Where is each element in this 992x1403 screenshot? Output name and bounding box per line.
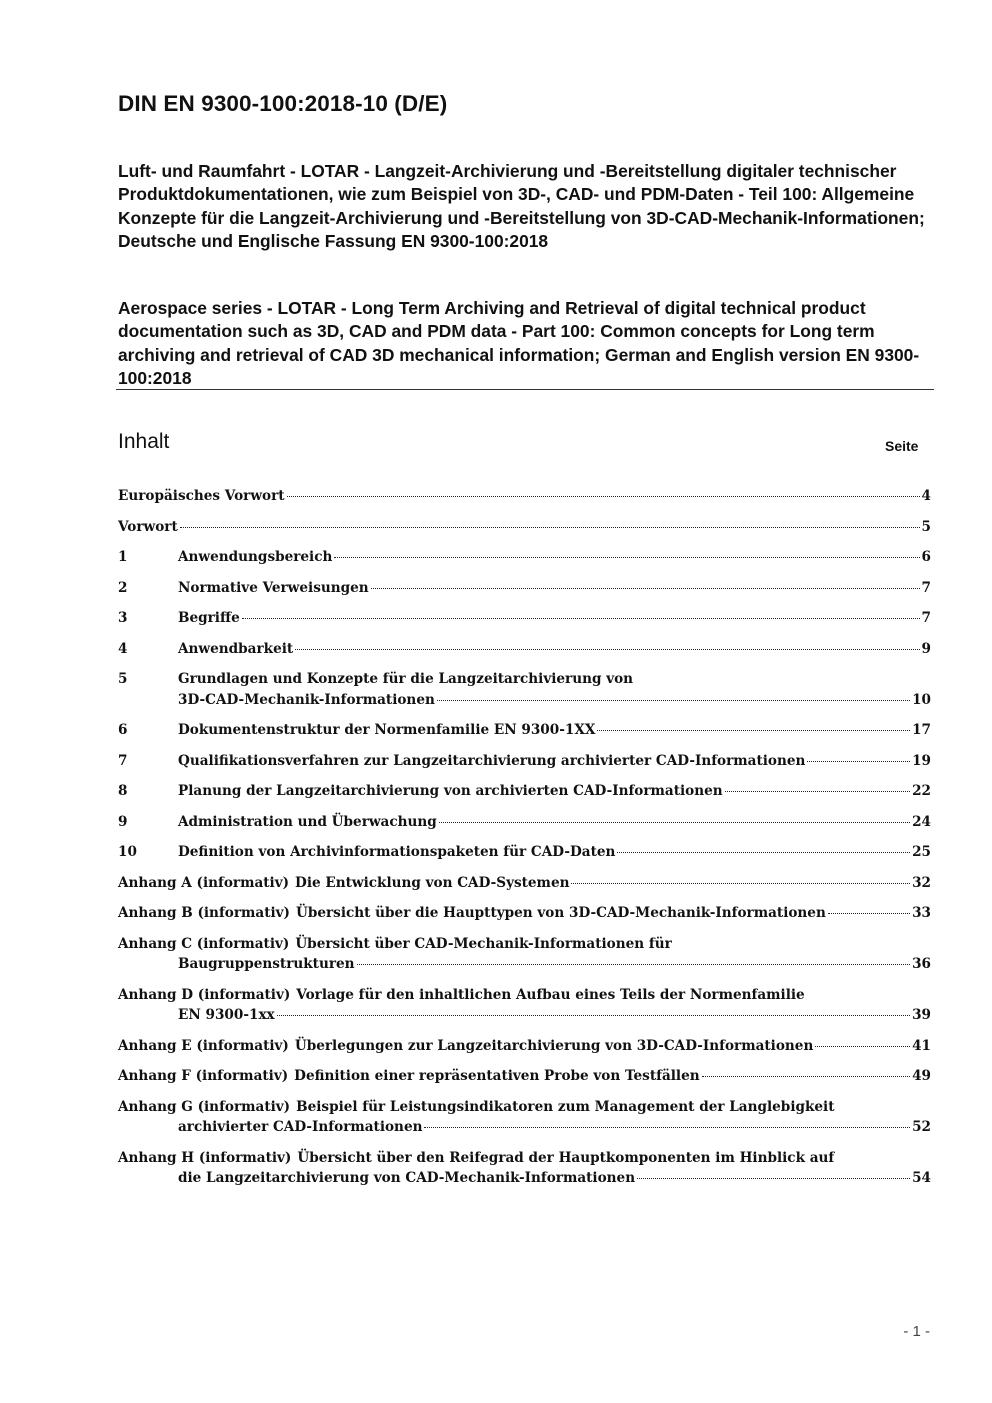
toc-leader-dots xyxy=(637,1178,910,1179)
toc-entry-page: 33 xyxy=(912,905,931,921)
toc-leader-dots xyxy=(702,1076,910,1077)
toc-annex-title[interactable]: Definition einer repräsentativen Probe von Testfällen xyxy=(294,1068,700,1084)
toc-leader-dots xyxy=(295,649,919,650)
toc-leader-dots xyxy=(424,1127,910,1128)
toc-line xyxy=(118,1036,931,1057)
toc-leader-dots xyxy=(371,588,920,589)
toc-annex-title[interactable]: die Langzeitarchivierung von CAD-Mechanik-Informationen xyxy=(178,1170,636,1186)
toc-annex-label: Anhang F (informativ) xyxy=(118,1068,289,1084)
toc-line xyxy=(118,873,931,894)
toc-entry[interactable] xyxy=(118,578,931,599)
toc-entry-title[interactable]: Europäisches Vorwort xyxy=(118,488,285,504)
toc-leader-dots xyxy=(571,883,910,884)
toc-entry-number: 1 xyxy=(118,549,128,565)
header-divider xyxy=(116,389,934,390)
document-title: DIN EN 9300-100:2018-10 (D/E) xyxy=(118,91,448,116)
toc-entry[interactable] xyxy=(118,639,931,660)
toc-line xyxy=(118,751,931,772)
toc-leader-dots xyxy=(334,557,919,558)
toc-annex-entry[interactable] xyxy=(118,1036,931,1057)
toc-leader-dots xyxy=(242,618,920,619)
toc-entry-title[interactable]: 3D-CAD-Mechanik-Informationen xyxy=(178,691,435,708)
toc-line xyxy=(118,1097,931,1118)
toc-entry[interactable] xyxy=(118,812,931,833)
toc-annex-entry[interactable] xyxy=(118,1148,931,1189)
toc-entry-page: 6 xyxy=(921,549,931,565)
toc-leader-dots xyxy=(807,761,910,762)
toc-leader-dots xyxy=(617,852,910,853)
toc-entry[interactable] xyxy=(118,669,931,710)
toc-entry-title[interactable]: Dokumentenstruktur der Normenfamilie EN 9300-1XX xyxy=(178,722,596,738)
toc-line xyxy=(118,1066,931,1087)
toc-leader-dots xyxy=(180,527,920,528)
toc-entry-page: 49 xyxy=(912,1068,931,1084)
toc-line xyxy=(118,669,931,690)
toc-annex-title[interactable]: Übersicht über die Haupttypen von 3D-CAD-Mechanik-Informationen xyxy=(296,905,826,921)
toc-heading: Inhalt xyxy=(118,430,170,453)
toc-line xyxy=(118,720,931,741)
toc-line xyxy=(118,954,931,975)
toc-line xyxy=(118,1148,931,1169)
toc-line xyxy=(118,547,931,568)
toc-entry-number: 6 xyxy=(118,722,128,738)
toc-annex-label: Anhang E (informativ) xyxy=(118,1037,289,1054)
toc-entry-page: 54 xyxy=(912,1170,931,1186)
toc-entry-page: 24 xyxy=(912,813,931,830)
toc-entry-page: 25 xyxy=(912,844,931,860)
toc-entry[interactable] xyxy=(118,751,931,772)
toc-annex-title[interactable]: Vorlage für den inhaltlichen Aufbau eines Teils der Normenfamilie xyxy=(296,986,805,1003)
toc-entry-title[interactable]: Anwendbarkeit xyxy=(178,640,294,657)
toc-entry-number: 5 xyxy=(118,671,128,687)
toc-leader-dots xyxy=(828,913,910,914)
toc-entry-title[interactable]: Vorwort xyxy=(118,518,178,535)
toc-entry[interactable] xyxy=(118,608,931,629)
toc-annex-title[interactable]: Überlegungen zur Langzeitarchivierung von 3D-CAD-Informationen xyxy=(294,1037,814,1054)
toc-annex-entry[interactable] xyxy=(118,934,931,975)
toc-entry[interactable] xyxy=(118,547,931,568)
toc-leader-dots xyxy=(357,964,911,965)
toc-leader-dots xyxy=(437,700,910,701)
toc-entry-page: 22 xyxy=(912,783,931,799)
toc-annex-title[interactable]: Übersicht über den Reifegrad der Hauptkomponenten im Hinblick auf xyxy=(297,1149,835,1166)
toc-line xyxy=(118,690,931,711)
toc-entry-page: 5 xyxy=(921,518,931,535)
toc-line xyxy=(118,934,931,955)
subtitle-german: Luft- und Raumfahrt - LOTAR - Langzeit-Archivierung und -Bereitstellung digitaler technischer Produktdokumentationen, wie zum Beispiel von 3D-, CAD- und PDM-Daten - Teil 100: Allgemeine Konzepte für die Langzeit-Archivierung und -Bereitstellung von 3D-CAD-Mechanik-Informationen; Deutsche und Englische Fassung EN 9300-100:2018 xyxy=(118,161,925,251)
toc-entry-title[interactable]: Begriffe xyxy=(178,610,240,626)
toc-entry-page: 17 xyxy=(912,722,931,738)
toc-line xyxy=(118,517,931,538)
toc-entry-page: 36 xyxy=(912,956,931,972)
toc-annex-label: Anhang D (informativ) xyxy=(118,986,291,1003)
toc-entry-page: 41 xyxy=(912,1037,931,1054)
toc-line xyxy=(118,1168,931,1189)
toc-annex-title[interactable]: archivierter CAD-Informationen xyxy=(178,1119,423,1135)
toc-entry-number: 3 xyxy=(118,610,128,626)
page-number: - 1 - xyxy=(903,1323,930,1340)
toc-line xyxy=(118,985,931,1006)
toc-line xyxy=(118,639,931,660)
toc-entry[interactable] xyxy=(118,517,931,538)
toc-line xyxy=(118,608,931,629)
toc-entry-page: 9 xyxy=(921,640,931,657)
toc-entry-number: 7 xyxy=(118,752,128,769)
toc-annex-label: Anhang H (informativ) xyxy=(118,1149,292,1166)
toc-annex-title[interactable]: Die Entwicklung von CAD-Systemen xyxy=(295,874,570,891)
toc-entry-number: 10 xyxy=(118,844,137,860)
toc-line xyxy=(118,1005,931,1026)
toc-annex-label: Anhang A (informativ) xyxy=(118,874,290,891)
toc-annex-entry[interactable] xyxy=(118,985,931,1026)
toc-leader-dots xyxy=(439,822,910,823)
toc-entry[interactable] xyxy=(118,781,931,802)
toc-entry-number: 4 xyxy=(118,640,128,657)
toc-entry-page: 19 xyxy=(912,752,931,769)
toc-entry-title[interactable]: Normative Verweisungen xyxy=(178,579,369,596)
toc-leader-dots xyxy=(815,1046,910,1047)
toc-entry-title[interactable]: Grundlagen und Konzepte für die Langzeitarchivierung von xyxy=(178,671,634,687)
toc-entry-number: 2 xyxy=(118,579,128,596)
toc-line xyxy=(118,903,931,924)
toc-entry-page: 4 xyxy=(921,488,931,504)
toc-annex-title[interactable]: EN 9300-1xx xyxy=(178,1007,275,1023)
toc-entry-title[interactable]: Qualifikationsverfahren zur Langzeitarchivierung archivierter CAD-Informationen xyxy=(178,752,806,769)
toc-annex-title[interactable]: Übersicht über CAD-Mechanik-Informationen für xyxy=(295,935,672,952)
toc-annex-entry[interactable] xyxy=(118,873,931,894)
toc-annex-title[interactable]: Beispiel für Leistungsindikatoren zum Management der Langlebigkeit xyxy=(296,1098,835,1115)
toc-entry-page: 32 xyxy=(912,874,931,891)
toc-line xyxy=(118,486,931,507)
toc-entry-number: 8 xyxy=(118,783,128,799)
toc-entry[interactable] xyxy=(118,486,931,507)
toc-entry-page: 7 xyxy=(921,610,931,626)
toc-annex-entry[interactable] xyxy=(118,1066,931,1087)
toc-entry-page: 7 xyxy=(921,579,931,596)
toc-annex-entry[interactable] xyxy=(118,903,931,924)
toc-annex-title[interactable]: Baugruppenstrukturen xyxy=(178,956,355,972)
toc-annex-label: Anhang C (informativ) xyxy=(118,935,290,952)
toc-entry-title[interactable]: Planung der Langzeitarchivierung von archivierten CAD-Informationen xyxy=(178,783,723,799)
toc-leader-dots xyxy=(287,496,920,497)
toc-entry[interactable] xyxy=(118,842,931,863)
toc-line xyxy=(118,812,931,833)
toc-entry[interactable] xyxy=(118,720,931,741)
toc-entry-number: 9 xyxy=(118,813,128,830)
toc-entry-page: 39 xyxy=(912,1007,931,1023)
toc-leader-dots xyxy=(597,730,910,731)
toc-entry-title[interactable]: Administration und Überwachung xyxy=(178,813,437,830)
subtitle-english: Aerospace series - LOTAR - Long Term Archiving and Retrieval of digital technical product documentation such as 3D, CAD and PDM data - Part 100: Common concepts for Long term archiving and retrieval of CAD 3D mechanical information; German and English version EN 9300-100:2018 xyxy=(118,298,920,388)
toc-entry-title[interactable]: Anwendungsbereich xyxy=(178,549,333,565)
toc-page-label: Seite xyxy=(885,438,919,454)
toc-line xyxy=(118,781,931,802)
toc-entry-page: 52 xyxy=(912,1119,931,1135)
toc-annex-entry[interactable] xyxy=(118,1097,931,1138)
toc-leader-dots xyxy=(725,791,910,792)
toc-entry-page: 10 xyxy=(912,691,931,708)
toc-entry-title[interactable]: Definition von Archivinformationspaketen für CAD-Daten xyxy=(178,844,616,860)
toc-annex-label: Anhang G (informativ) xyxy=(118,1098,291,1115)
toc-line xyxy=(118,578,931,599)
table-of-contents xyxy=(118,486,931,1199)
toc-annex-label: Anhang B (informativ) xyxy=(118,905,290,921)
toc-line xyxy=(118,1117,931,1138)
toc-line xyxy=(118,842,931,863)
toc-leader-dots xyxy=(277,1015,910,1016)
